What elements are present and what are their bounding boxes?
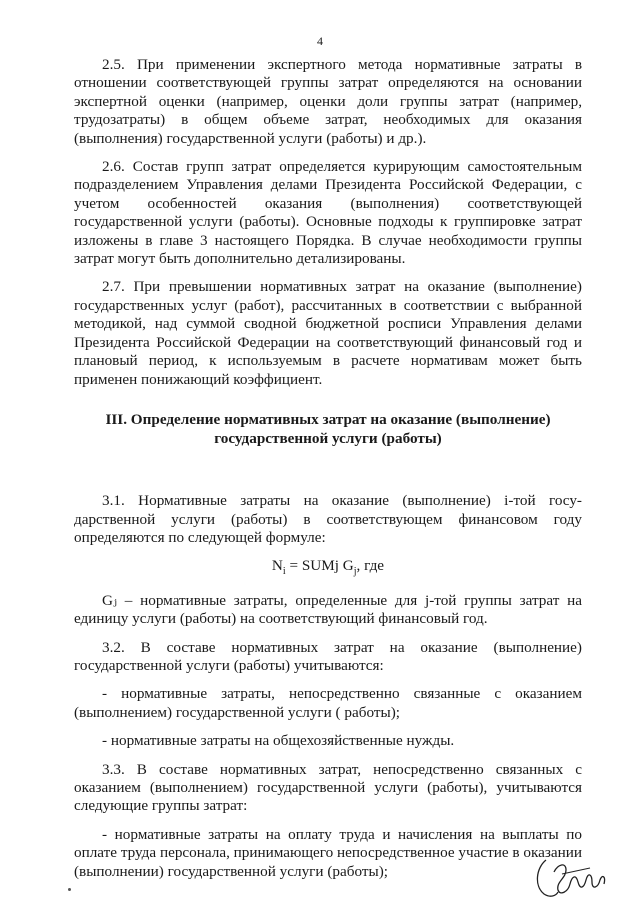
paragraph-3-1: 3.1. Нормативные затраты на оказание (выполнение) i-той госу-дарственной услуги (работы) в соответствующем финансовом году определяются по следующей формуле: [74,492,582,546]
section-title [74,411,582,448]
paragraph-3-3: 3.3. В составе нормативных затрат, непосредственно связанных с оказанием (выполнением) государственной услуги (работы), учитываются следующие группы затрат: [74,760,582,815]
paragraph-2-6: 2.6. Состав групп затрат определяется курирующим самостоятельным подразделением Управления делами Президента Российской Федерации, с учетом особенностей оказания (выполнения) соответствующей государственной услуги (работы). Основные подходы к группировке затрат изложены в главе 3 настоящего Порядка. В случае необходимости группы затрат могут быть дополнительно детализированы. [74,158,582,268]
formula-rhs: , где [356,557,385,575]
paragraph-2-5: 2.5. При применении экспертного метода нормативные затраты в отношении соответствующей группы затрат определяются на основании экспертной оценки (например, оценки доли группы затрат (например, трудозатраты) в общем объеме затрат, необходимых для оказания (выполнения) государственной услуги (работы) и др.). [74,56,582,147]
document-body [74,56,582,891]
section-title-line-2: государственной услуги (работы) [214,429,442,447]
paragraph-2-7: 2.7. При превышении нормативных затрат на оказание (выполнение) государственных услуг (работ), рассчитанных в соответствии с выбранной методикой, над суммой сводной бюджетной росписи Управления делами Президента Российской Федерации на соответствующий финансовый год и плановый период, к используемым в расчете нормативам может быть применен понижающий коэффициент. [74,278,582,388]
paragraph-3-2-item-1: - нормативные затраты, непосредственно связанные с оказанием (выполнением) государственной услуги ( работы); [74,685,582,721]
section-spacer [74,448,582,492]
paragraph-3-2: 3.2. В составе нормативных затрат на оказание (выполнение) государственной услуги (работы) учитываются: [74,638,582,674]
paragraph-gj-definition: Gⱼ – нормативные затраты, определенные для j-той группы затрат на единицу услуги (работы) на соответствующий финансовый год. [74,591,582,628]
paragraph-3-2-item-2: - нормативные затраты на общехозяйственные нужды. [102,732,455,750]
formula-lhs-subscript: i [282,566,286,578]
paragraph-3-3-item-1: - нормативные затраты на оплату труда и начисления на выплаты по оплате труда персонала, принимающего непосредственное участие в оказании (выполнении) государственной услуги (работы); [74,825,582,880]
handwritten-signature [532,852,616,902]
page-number: 4 [317,34,323,48]
scan-speck [68,888,71,891]
formula-mid: = SUMj G [285,557,354,575]
formula-lhs: N [271,557,283,575]
section-title-line-1: III. Определение нормативных затрат на оказание (выполнение) [105,410,551,428]
cost-formula [74,557,582,581]
formula-mid-subscript: j [353,566,357,578]
